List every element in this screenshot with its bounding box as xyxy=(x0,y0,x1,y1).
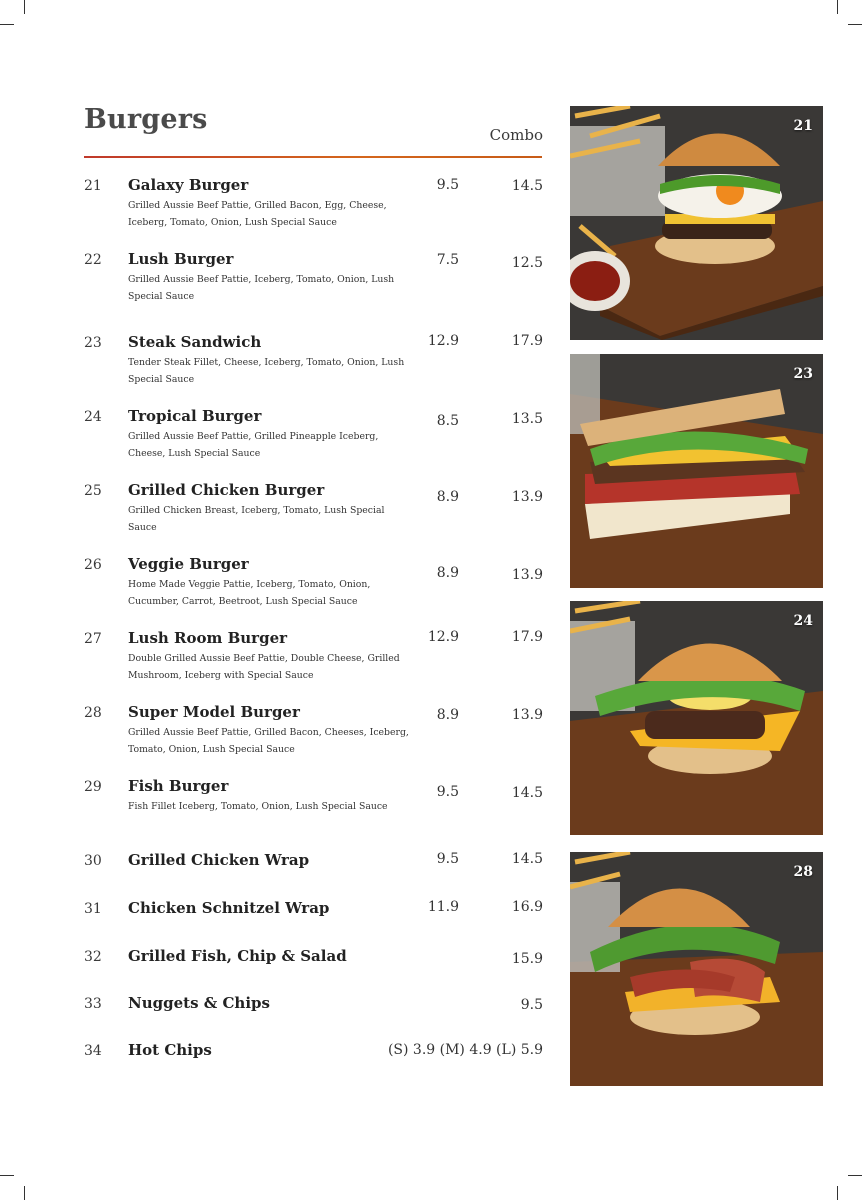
super-model-burger-photo xyxy=(570,852,823,1086)
crop-mark xyxy=(837,0,838,14)
item-name: Fish Burger xyxy=(128,777,229,795)
item-description: Grilled Aussie Beef Pattie, Grilled Bacon, Cheeses, Iceberg, Tomato, Onion, Lush Special Sauce xyxy=(128,727,409,755)
crop-mark xyxy=(24,0,25,14)
crop-mark xyxy=(848,1175,862,1176)
item-number: 32 xyxy=(84,949,102,965)
item-number: 31 xyxy=(84,901,102,917)
item-price: 8.9 xyxy=(436,565,459,581)
item-combo-price: 16.9 xyxy=(511,899,543,915)
crop-mark xyxy=(0,1175,14,1176)
item-name: Grilled Chicken Burger xyxy=(128,481,325,499)
item-name: Grilled Fish, Chip & Salad xyxy=(128,947,347,965)
item-price: 12.9 xyxy=(427,333,459,349)
item-combo-price: 13.9 xyxy=(511,707,543,723)
photo-number-badge: 28 xyxy=(793,864,813,880)
item-price: 11.9 xyxy=(427,899,459,915)
item-number: 21 xyxy=(84,178,102,194)
item-number: 30 xyxy=(84,853,102,869)
item-price: 8.5 xyxy=(436,413,459,429)
item-name: Lush Burger xyxy=(128,250,234,268)
item-number: 22 xyxy=(84,252,102,268)
item-number: 29 xyxy=(84,779,102,795)
item-price: 9.5 xyxy=(520,997,543,1013)
photo-number-badge: 21 xyxy=(793,118,813,134)
burger-illustration xyxy=(570,601,823,835)
item-name: Steak Sandwich xyxy=(128,333,262,351)
item-description: Tender Steak Fillet, Cheese, Iceberg, Tomato, Onion, Lush Special Sauce xyxy=(128,357,405,385)
item-price: 8.9 xyxy=(436,707,459,723)
item-number: 27 xyxy=(84,631,102,647)
item-number: 34 xyxy=(84,1043,102,1059)
burger-illustration xyxy=(570,852,823,1086)
item-price: 9.5 xyxy=(436,177,459,193)
galaxy-burger-photo xyxy=(570,106,823,340)
item-size-prices: (S) 3.9 (M) 4.9 (L) 5.9 xyxy=(387,1042,543,1058)
item-name: Hot Chips xyxy=(128,1041,212,1059)
sandwich-illustration xyxy=(570,354,823,588)
combo-column-header: Combo xyxy=(489,126,543,144)
burger-illustration xyxy=(570,106,823,340)
crop-mark xyxy=(0,24,14,25)
crop-mark xyxy=(848,24,862,25)
item-combo-price: 14.5 xyxy=(511,178,543,194)
item-name: Tropical Burger xyxy=(128,407,262,425)
item-name: Nuggets & Chips xyxy=(128,994,270,1012)
item-description: Grilled Aussie Beef Pattie, Iceberg, Tomato, Onion, Lush Special Sauce xyxy=(128,274,395,302)
item-description: Double Grilled Aussie Beef Pattie, Double Cheese, Grilled Mushroom, Iceberg with Special Sauce xyxy=(128,653,400,681)
title-divider xyxy=(84,156,542,158)
crop-mark xyxy=(24,1186,25,1200)
item-combo-price: 17.9 xyxy=(511,629,543,645)
item-name: Grilled Chicken Wrap xyxy=(128,851,310,869)
item-name: Lush Room Burger xyxy=(128,629,288,647)
item-combo-price: 13.5 xyxy=(511,411,543,427)
item-price: 9.5 xyxy=(436,784,459,800)
item-description: Home Made Veggie Pattie, Iceberg, Tomato, Onion, Cucumber, Carrot, Beetroot, Lush Special Sauce xyxy=(128,579,371,607)
tropical-burger-photo xyxy=(570,601,823,835)
item-price: 7.5 xyxy=(436,252,459,268)
item-combo-price: 12.5 xyxy=(511,255,543,271)
item-number: 25 xyxy=(84,483,102,499)
item-number: 23 xyxy=(84,335,102,351)
item-number: 26 xyxy=(84,557,102,573)
item-number: 33 xyxy=(84,996,102,1012)
item-name: Veggie Burger xyxy=(128,555,249,573)
item-description: Grilled Aussie Beef Pattie, Grilled Pineapple Iceberg, Cheese, Lush Special Sauce xyxy=(128,431,379,459)
item-combo-price: 14.5 xyxy=(511,851,543,867)
item-number: 28 xyxy=(84,705,102,721)
item-price: 12.9 xyxy=(427,629,459,645)
crop-mark xyxy=(837,1186,838,1200)
item-combo-price: 13.9 xyxy=(511,567,543,583)
item-name: Super Model Burger xyxy=(128,703,300,721)
item-description: Grilled Aussie Beef Pattie, Grilled Bacon, Egg, Cheese, Iceberg, Tomato, Onion, Lush Special Sauce xyxy=(128,200,387,228)
photo-number-badge: 23 xyxy=(793,366,813,382)
item-combo-price: 14.5 xyxy=(511,785,543,801)
item-name: Galaxy Burger xyxy=(128,176,249,194)
item-description: Grilled Chicken Breast, Iceberg, Tomato, Lush Special Sauce xyxy=(128,505,385,533)
steak-sandwich-photo xyxy=(570,354,823,588)
item-combo-price: 17.9 xyxy=(511,333,543,349)
item-description: Fish Fillet Iceberg, Tomato, Onion, Lush Special Sauce xyxy=(128,801,388,812)
item-name: Chicken Schnitzel Wrap xyxy=(128,899,330,917)
page-title: Burgers xyxy=(84,104,208,135)
item-price: 15.9 xyxy=(511,951,543,967)
item-number: 24 xyxy=(84,409,102,425)
item-price: 8.9 xyxy=(436,489,459,505)
item-combo-price: 13.9 xyxy=(511,489,543,505)
item-price: 9.5 xyxy=(436,851,459,867)
photo-number-badge: 24 xyxy=(793,613,813,629)
